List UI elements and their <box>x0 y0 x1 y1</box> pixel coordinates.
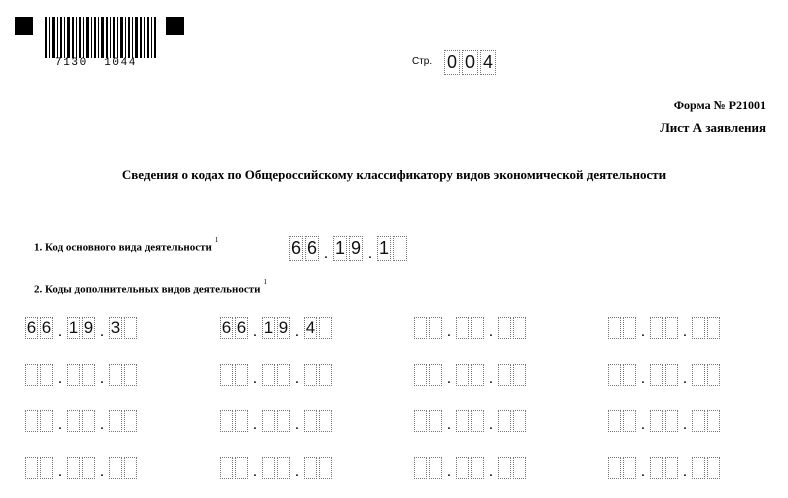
code-digit-cell[interactable] <box>623 317 636 339</box>
code-separator: . <box>252 416 258 433</box>
code-digit-cell[interactable] <box>650 317 663 339</box>
additional-code-field[interactable] <box>608 410 722 432</box>
additional-code-field[interactable] <box>220 364 334 386</box>
code-digit-cell[interactable] <box>608 410 621 432</box>
code-digit-cell[interactable]: 6 <box>236 318 247 337</box>
code-digit-cell[interactable] <box>692 457 705 479</box>
additional-code-field[interactable] <box>220 410 334 432</box>
code-digit-cell[interactable] <box>25 364 38 386</box>
code-digit-cell[interactable] <box>608 457 621 479</box>
code-separator: . <box>252 323 258 340</box>
code-digit-cell[interactable] <box>429 457 442 479</box>
code-separator: . <box>446 370 452 387</box>
code-digit-cell[interactable] <box>456 364 469 386</box>
page-digit-cell[interactable]: 0 <box>444 50 460 75</box>
code-digit-cell[interactable] <box>623 410 636 432</box>
code-digit-cell[interactable] <box>304 364 317 386</box>
code-separator: . <box>57 370 63 387</box>
code-digit-cell[interactable] <box>67 364 80 386</box>
code-digit-cell[interactable] <box>498 364 511 386</box>
code-separator: . <box>367 245 373 262</box>
barcode <box>45 17 157 58</box>
code-digit-cell[interactable] <box>262 457 275 479</box>
code-digit-cell[interactable] <box>513 317 526 339</box>
main-activity-label <box>34 236 219 254</box>
code-digit-cell[interactable] <box>471 317 484 339</box>
additional-code-field[interactable] <box>25 410 139 432</box>
code-separator: . <box>640 323 646 340</box>
sheet-title: Лист А заявления <box>660 120 766 135</box>
page-digit-cell[interactable]: 0 <box>462 50 478 75</box>
code-digit-cell[interactable] <box>692 364 705 386</box>
code-digit-cell[interactable] <box>82 457 95 479</box>
code-digit-cell[interactable] <box>40 364 53 386</box>
alignment-marker-right <box>166 17 184 35</box>
code-digit-cell[interactable] <box>235 457 248 479</box>
code-digit-cell[interactable] <box>414 410 427 432</box>
form-number: Форма № Р21001 <box>673 98 766 112</box>
code-digit-cell[interactable] <box>262 410 275 432</box>
code-digit-cell[interactable]: 1 <box>68 318 79 337</box>
code-digit-cell[interactable] <box>650 364 663 386</box>
code-digit-cell[interactable]: 1 <box>333 236 347 261</box>
code-digit-cell[interactable] <box>707 410 720 432</box>
code-digit-cell[interactable] <box>319 317 332 339</box>
code-digit-cell[interactable]: 1 <box>263 318 274 337</box>
code-separator: . <box>446 416 452 433</box>
code-digit-cell[interactable] <box>456 317 469 339</box>
code-digit-cell[interactable] <box>319 457 332 479</box>
additional-code-field[interactable] <box>25 364 139 386</box>
additional-code-field[interactable] <box>414 457 528 479</box>
code-digit-cell[interactable] <box>456 457 469 479</box>
code-digit-cell[interactable] <box>429 317 442 339</box>
code-digit-cell[interactable] <box>109 457 122 479</box>
code-separator: . <box>682 370 688 387</box>
code-digit-cell[interactable] <box>277 410 290 432</box>
code-digit-cell[interactable] <box>67 410 80 432</box>
code-digit-cell[interactable] <box>471 364 484 386</box>
code-digit-cell[interactable] <box>513 364 526 386</box>
code-separator: . <box>57 323 63 340</box>
code-digit-cell[interactable]: 9 <box>83 318 94 337</box>
code-digit-cell[interactable] <box>109 364 122 386</box>
code-digit-cell[interactable] <box>277 364 290 386</box>
code-digit-cell[interactable] <box>707 317 720 339</box>
code-digit-cell[interactable] <box>220 364 233 386</box>
additional-code-field[interactable] <box>608 457 722 479</box>
code-digit-cell[interactable] <box>262 364 275 386</box>
code-digit-cell[interactable] <box>429 410 442 432</box>
code-digit-cell[interactable] <box>623 457 636 479</box>
code-digit-cell[interactable] <box>67 457 80 479</box>
code-digit-cell[interactable] <box>665 457 678 479</box>
additional-activities-label-text: 2. Коды дополнительных видов деятельности <box>34 283 261 296</box>
code-digit-cell[interactable] <box>304 457 317 479</box>
code-separator: . <box>682 323 688 340</box>
code-digit-cell[interactable] <box>665 410 678 432</box>
code-digit-cell[interactable]: 9 <box>349 236 363 261</box>
page-label: Стр. <box>412 56 433 67</box>
code-digit-cell[interactable]: 3 <box>110 318 121 337</box>
code-digit-cell[interactable] <box>25 457 38 479</box>
code-digit-cell[interactable] <box>220 457 233 479</box>
main-activity-code-field[interactable] <box>289 236 409 261</box>
code-digit-cell[interactable] <box>513 410 526 432</box>
code-separator: . <box>99 370 105 387</box>
additional-activities-footnote: 1 <box>263 278 267 286</box>
code-digit-cell[interactable]: 6 <box>305 236 319 261</box>
code-digit-cell[interactable] <box>82 410 95 432</box>
code-separator: . <box>446 463 452 480</box>
code-digit-cell[interactable] <box>707 364 720 386</box>
additional-code-field[interactable] <box>414 410 528 432</box>
code-digit-cell[interactable] <box>692 317 705 339</box>
code-separator: . <box>294 463 300 480</box>
code-digit-cell[interactable] <box>414 457 427 479</box>
code-digit-cell[interactable] <box>124 457 137 479</box>
code-digit-cell[interactable] <box>498 457 511 479</box>
code-digit-cell[interactable] <box>608 364 621 386</box>
code-digit-cell[interactable] <box>513 457 526 479</box>
code-digit-cell[interactable] <box>429 364 442 386</box>
main-activity-label-text: 1. Код основного вида деятельности <box>34 241 212 254</box>
additional-code-field[interactable] <box>25 317 139 339</box>
code-digit-cell[interactable] <box>707 457 720 479</box>
code-separator: . <box>682 416 688 433</box>
additional-activities-label <box>34 278 267 296</box>
code-digit-cell[interactable] <box>235 410 248 432</box>
page-title: Сведения о кодах по Общероссийскому классификатору видов экономической деятельности <box>121 167 667 182</box>
code-digit-cell[interactable]: 4 <box>305 318 316 337</box>
code-separator: . <box>99 416 105 433</box>
code-digit-cell[interactable] <box>109 410 122 432</box>
additional-code-field[interactable] <box>220 317 334 339</box>
code-separator: . <box>640 416 646 433</box>
code-digit-cell[interactable] <box>650 410 663 432</box>
code-separator: . <box>252 370 258 387</box>
code-digit-cell[interactable] <box>393 236 407 261</box>
code-separator: . <box>99 463 105 480</box>
code-digit-cell[interactable]: 1 <box>377 236 391 261</box>
code-digit-cell[interactable] <box>692 410 705 432</box>
code-digit-cell[interactable] <box>608 317 621 339</box>
code-separator: . <box>252 463 258 480</box>
code-digit-cell[interactable] <box>25 410 38 432</box>
code-digit-cell[interactable] <box>319 364 332 386</box>
code-separator: . <box>57 416 63 433</box>
code-digit-cell[interactable] <box>456 410 469 432</box>
code-digit-cell[interactable] <box>277 457 290 479</box>
code-digit-cell[interactable] <box>471 457 484 479</box>
code-digit-cell[interactable] <box>498 317 511 339</box>
code-separator: . <box>488 370 494 387</box>
code-digit-cell[interactable] <box>665 317 678 339</box>
page-number-field[interactable] <box>444 50 498 75</box>
code-digit-cell[interactable] <box>220 410 233 432</box>
code-digit-cell[interactable] <box>304 410 317 432</box>
page-digit-cell[interactable]: 4 <box>480 50 496 75</box>
code-separator: . <box>57 463 63 480</box>
code-digit-cell[interactable] <box>650 457 663 479</box>
code-digit-cell[interactable]: 6 <box>289 236 303 261</box>
additional-code-field[interactable] <box>414 317 528 339</box>
additional-code-field[interactable] <box>608 317 722 339</box>
code-separator: . <box>294 416 300 433</box>
additional-code-field[interactable] <box>414 364 528 386</box>
code-digit-cell[interactable] <box>124 410 137 432</box>
code-digit-cell[interactable] <box>414 364 427 386</box>
code-separator: . <box>488 323 494 340</box>
code-separator: . <box>640 370 646 387</box>
additional-code-field[interactable] <box>220 457 334 479</box>
alignment-marker-left <box>15 17 33 35</box>
code-digit-cell[interactable]: 6 <box>26 318 37 337</box>
code-digit-cell[interactable] <box>40 457 53 479</box>
code-digit-cell[interactable]: 9 <box>278 318 289 337</box>
code-digit-cell[interactable] <box>498 410 511 432</box>
code-digit-cell[interactable]: 6 <box>221 318 232 337</box>
code-separator: . <box>682 463 688 480</box>
code-digit-cell[interactable] <box>40 410 53 432</box>
code-separator: . <box>294 370 300 387</box>
code-separator: . <box>446 323 452 340</box>
barcode-number: 7130 1044 <box>55 57 138 69</box>
code-separator: . <box>99 323 105 340</box>
code-digit-cell[interactable] <box>414 317 427 339</box>
code-digit-cell[interactable] <box>124 364 137 386</box>
main-activity-footnote: 1 <box>214 236 219 244</box>
code-digit-cell[interactable]: 6 <box>41 318 52 337</box>
additional-code-field[interactable] <box>608 364 722 386</box>
code-separator: . <box>640 463 646 480</box>
additional-code-field[interactable] <box>25 457 139 479</box>
code-digit-cell[interactable] <box>623 364 636 386</box>
code-digit-cell[interactable] <box>471 410 484 432</box>
code-digit-cell[interactable] <box>124 317 137 339</box>
code-separator: . <box>323 245 329 262</box>
code-digit-cell[interactable] <box>319 410 332 432</box>
code-separator: . <box>488 463 494 480</box>
code-digit-cell[interactable] <box>235 364 248 386</box>
code-digit-cell[interactable] <box>665 364 678 386</box>
code-digit-cell[interactable] <box>82 364 95 386</box>
code-separator: . <box>294 323 300 340</box>
code-separator: . <box>488 416 494 433</box>
